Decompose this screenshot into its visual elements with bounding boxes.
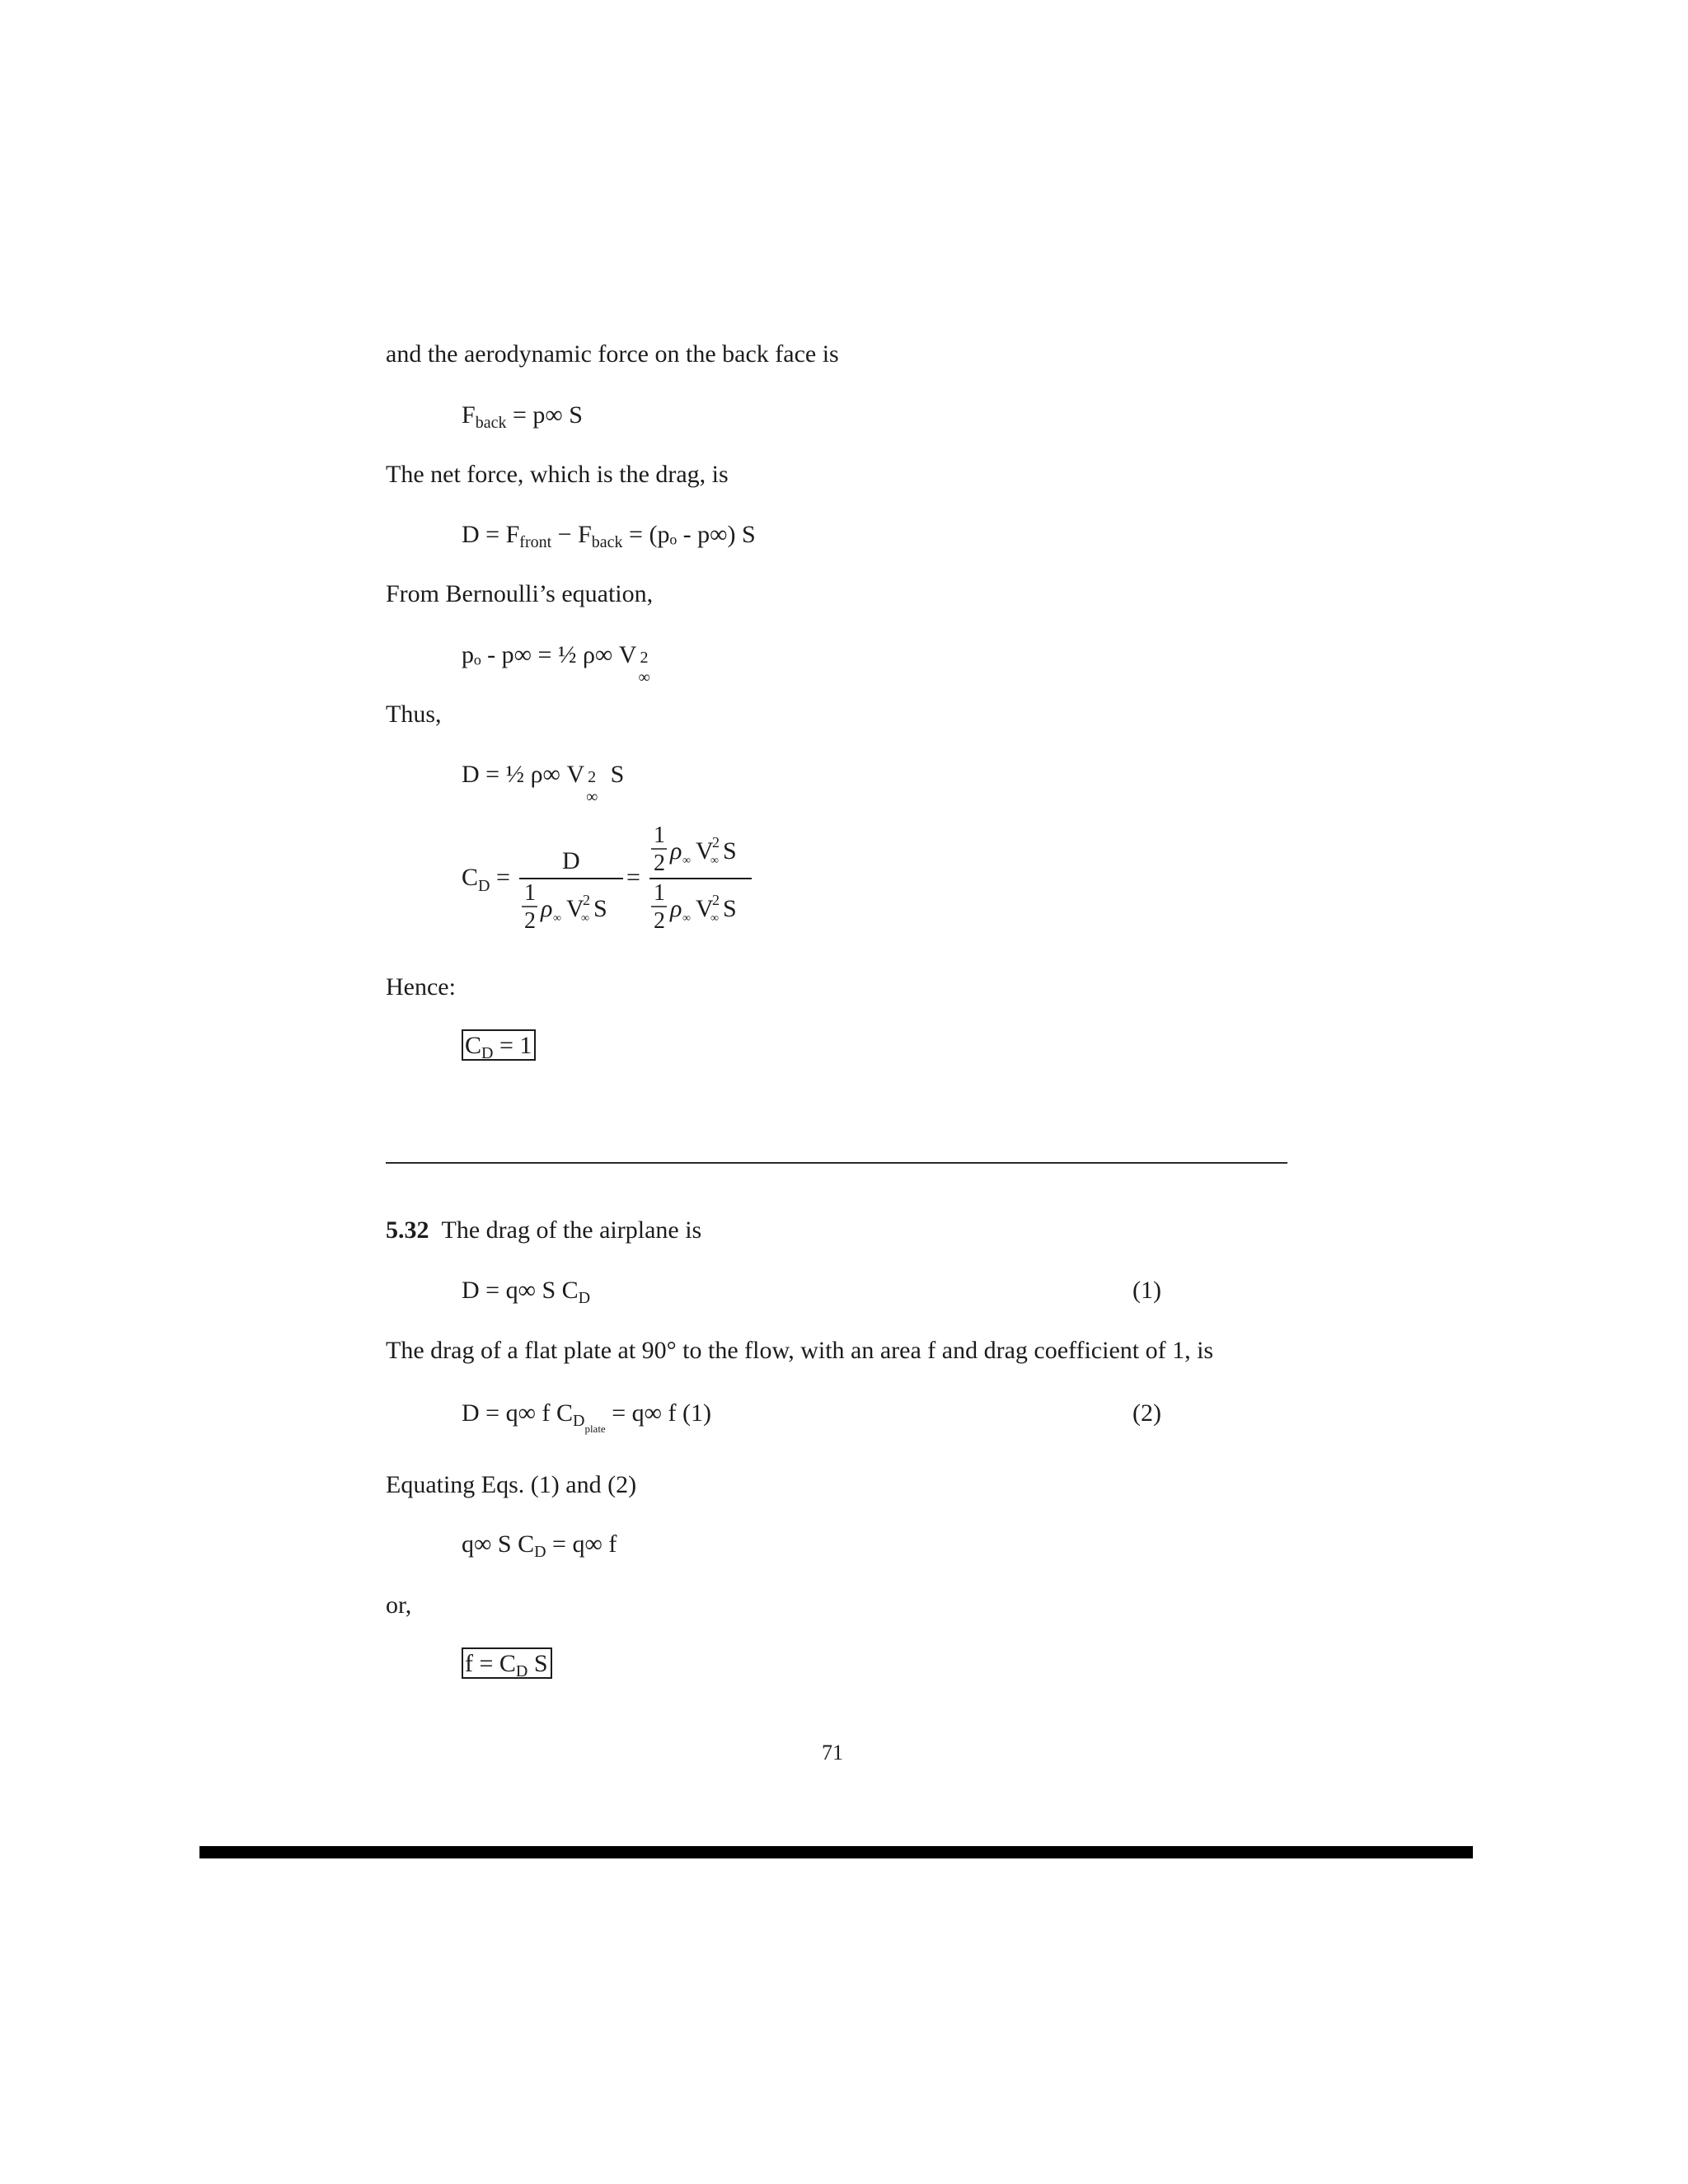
frac2-num-two: 2 [654,851,665,876]
frac1-den-v-inf: ∞ [581,912,589,925]
equation-2-number: (2) [1132,1399,1161,1427]
problem-number: 5.32 [386,1216,429,1244]
equation-final [462,1648,552,1680]
eq2-lhs: D = q∞ f C [462,1399,573,1427]
frac2-num-rho: ρ [670,837,682,865]
eq-drag-net-mid: − F [551,521,592,548]
equation-cd-fraction [453,816,767,948]
eq-drag-net-rest: = (pₒ - p∞) S [622,521,756,548]
text-flat-plate: The drag of a flat plate at 90° to the flow, with an area f and drag coefficient of 1, is [386,1337,1214,1364]
equation-bernoulli: pₒ - p∞ = ½ ρ∞ V 2 ∞ [462,641,650,687]
eq-equated-lhs: q∞ S C [462,1530,535,1558]
frac1-den-rho-inf: ∞ [553,912,561,925]
eq-drag-q-rest: S [604,761,625,788]
eq-drag-net-sub-front: front [519,533,552,551]
text-net-force: The net force, which is the drag, is [386,461,729,488]
eq-cd-result-C: C [465,1032,482,1059]
eq-f-back-sub: back [475,414,507,432]
equation-drag-q: D = ½ ρ∞ V 2 ∞ S [462,761,625,806]
problem-intro: The drag of the airplane is [441,1216,702,1244]
eq1-sub: D [578,1289,591,1307]
equation-cd-result [462,1030,536,1062]
eq-f-back-F: F [462,401,476,429]
frac1-den-rho: ρ [541,895,553,922]
frac2-num-one: 1 [654,823,665,848]
boxed-result-f [462,1647,552,1679]
frac2-den-one: 1 [654,880,665,906]
text-or: or, [386,1591,412,1619]
frac2-den-rho: ρ [670,895,682,922]
eq-final-sub: D [515,1662,528,1680]
text-bernoulli: From Bernoulli’s equation, [386,580,654,607]
eq-drag-q-lhs: D = ½ ρ∞ V [462,761,585,788]
frac1-den-two: 2 [524,908,536,934]
equation-equated [462,1529,617,1560]
eq-drag-net-D: D = F [462,521,520,548]
cd-eq-sign-1: = [496,864,510,891]
eq2-subsub: plate [584,1422,606,1435]
eq1-lhs: D = q∞ S C [462,1277,579,1304]
equation-1 [462,1275,590,1306]
equation-1-number: (1) [1132,1277,1161,1304]
frac2-den-v-inf: ∞ [710,912,719,925]
text-thus: Thus, [386,701,442,728]
frac2-num-V: V [696,837,714,865]
eq-equated-sub: D [534,1543,546,1561]
eq-equated-rest: = q∞ f [546,1530,617,1558]
boxed-result-cd [462,1029,536,1061]
frac2-num-sq: 2 [712,834,720,851]
equation-drag-net [462,519,756,551]
page-number: 71 [822,1741,843,1765]
frac2-num-v-inf: ∞ [710,855,719,867]
frac2-den-rho-inf: ∞ [682,912,691,925]
frac1-den-V: V [566,895,584,922]
frac2-den-sq: 2 [712,892,720,908]
frac2-num-rho-inf: ∞ [682,855,691,867]
text-equating: Equating Eqs. (1) and (2) [386,1471,637,1498]
eq-final-lhs: f = C [465,1650,516,1677]
eq-cd-result-rest: = 1 [493,1032,532,1059]
frac1-den-sq: 2 [583,892,590,908]
text-hence: Hence: [386,973,456,1001]
frac1-den-S: S [593,895,607,922]
section-divider [386,1162,1287,1164]
frac2-den-two: 2 [654,908,665,934]
footer-bar [199,1846,1473,1858]
problem-heading [386,1215,701,1246]
frac1-numerator: D [562,847,580,874]
cd-eq-sign-2: = [626,864,640,891]
cd-label: C [462,864,479,891]
equation-2 [462,1398,711,1435]
eq-f-back-rest: = p∞ S [506,401,583,429]
text-intro: and the aerodynamic force on the back face is [386,340,839,368]
eq2-sub: D [572,1412,585,1430]
eq2-rest: = q∞ f (1) [605,1399,711,1427]
frac1-den-one: 1 [524,880,536,906]
eq-final-rest: S [528,1650,548,1677]
equation-f-back [462,400,583,431]
eq-cd-result-sub: D [481,1044,494,1062]
eq-drag-net-sub-back: back [591,533,623,551]
frac2-den-V: V [696,895,714,922]
eq-bernoulli-lhs: pₒ - p∞ = ½ ρ∞ V [462,641,637,668]
frac2-den-S: S [723,895,737,922]
frac2-num-S: S [723,837,737,865]
cd-label-sub: D [478,877,490,895]
